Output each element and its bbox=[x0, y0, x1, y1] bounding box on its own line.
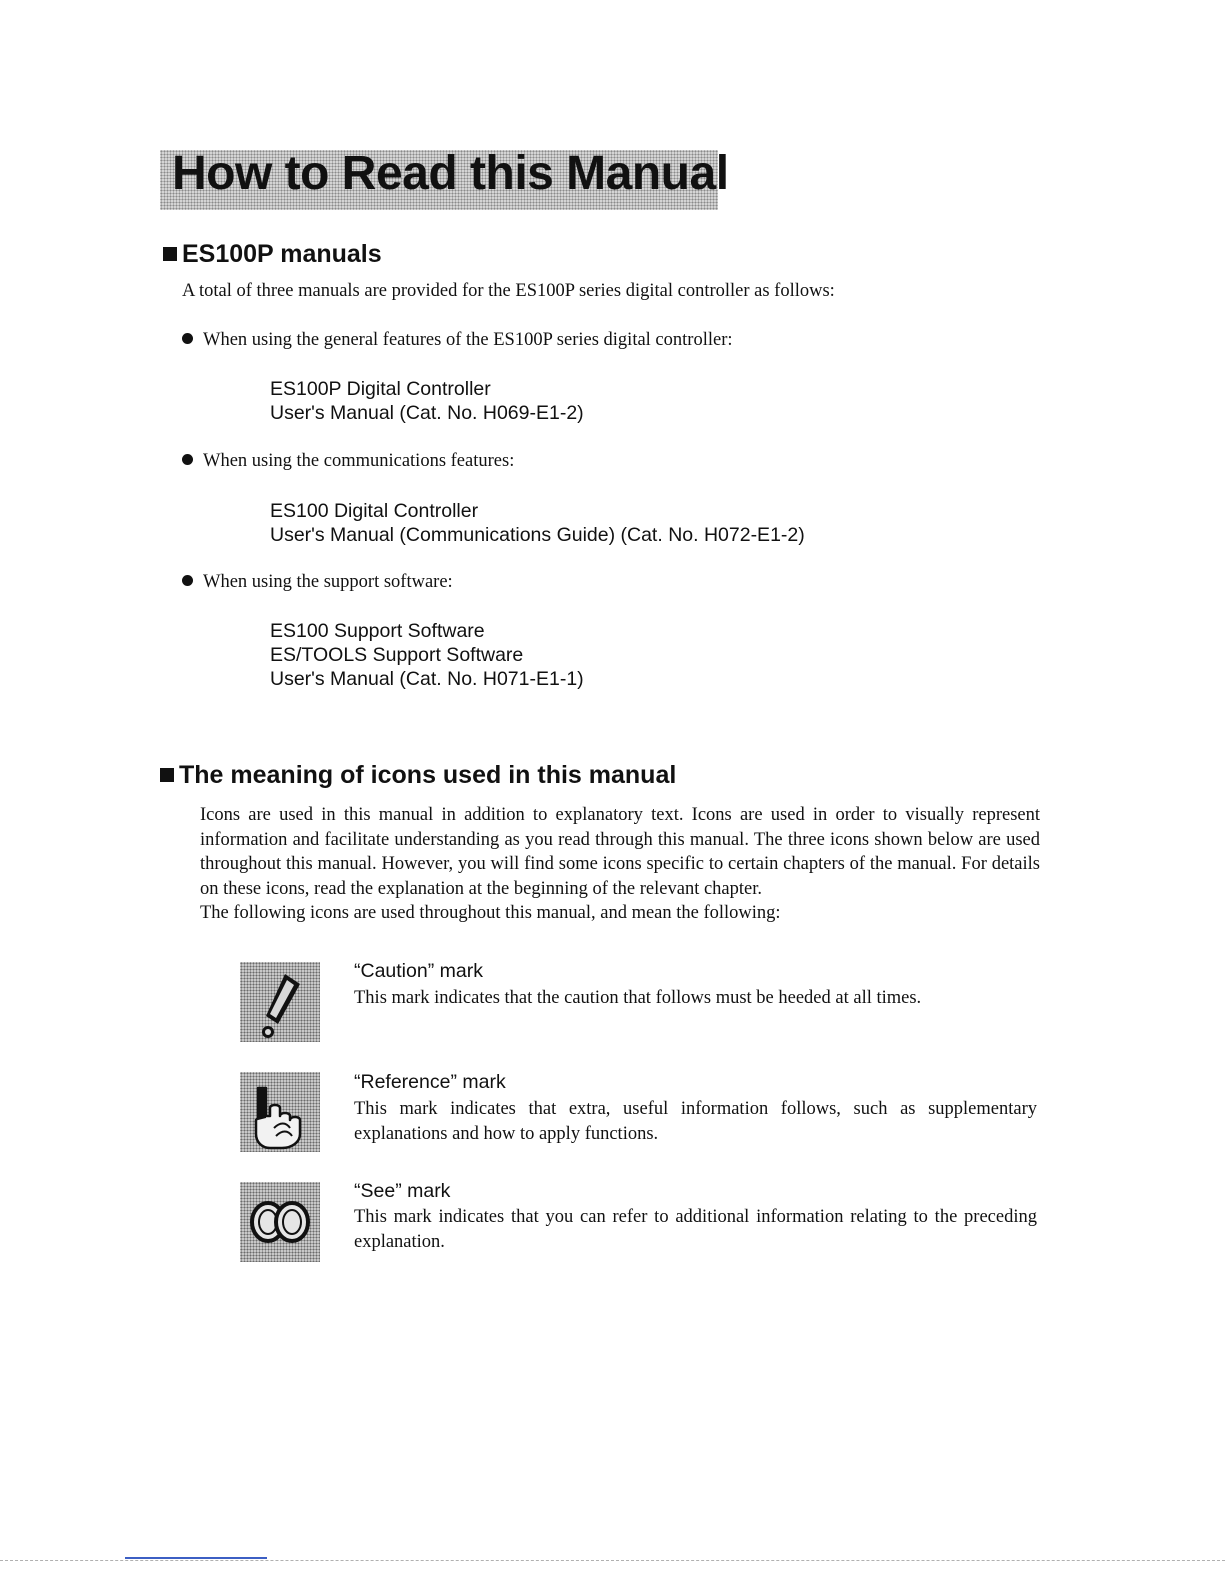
bullet-dot-icon bbox=[182, 575, 193, 586]
manual-line: ES100P Digital Controller bbox=[270, 378, 491, 400]
manual-line: ES/TOOLS Support Software bbox=[270, 644, 524, 666]
intro-paragraph: Icons are used in this manual in addition to explanatory text. Icons are used in order to visually represent information and facilitate understanding as you read through this manual. The three icons shown below are used throughout this manual. However, you will find some icons specific to certain chapters of the manual. For details on these icons, read the explanation at the beginning of the relevant chapter. bbox=[200, 805, 1040, 899]
manual-reference bbox=[270, 499, 805, 547]
bullet-text: When using the support software: bbox=[203, 572, 453, 592]
bullet-text: When using the communications features: bbox=[203, 451, 515, 471]
manual-line: ES100 Support Software bbox=[270, 620, 485, 642]
mark-title: “Caution” mark bbox=[354, 960, 483, 982]
section2-intro bbox=[200, 803, 1040, 926]
section-heading-es100p-manuals bbox=[163, 240, 382, 269]
square-bullet-icon bbox=[163, 247, 177, 261]
manual-line: User's Manual (Cat. No. H069-E1-2) bbox=[270, 402, 584, 424]
section-heading-text: ES100P manuals bbox=[182, 240, 382, 268]
page-bottom-rule bbox=[0, 1560, 1225, 1561]
manual-reference bbox=[270, 377, 584, 425]
manual-reference bbox=[270, 619, 584, 691]
bullet-dot-icon bbox=[182, 454, 193, 465]
reference-hand-icon bbox=[240, 1072, 320, 1152]
page-bottom-link-underline bbox=[125, 1557, 267, 1559]
list-item bbox=[182, 572, 453, 593]
section-heading-text: The meaning of icons used in this manual bbox=[179, 761, 677, 789]
caution-icon bbox=[240, 962, 320, 1042]
page-title: How to Read this Manual bbox=[172, 147, 729, 200]
manual-line: User's Manual (Communications Guide) (Cat. No. H072-E1-2) bbox=[270, 524, 805, 546]
mark-title: “Reference” mark bbox=[354, 1071, 506, 1093]
mark-description: This mark indicates that extra, useful information follows, such as supplementary explanations and how to apply functions. bbox=[354, 1099, 1037, 1144]
square-bullet-icon bbox=[160, 768, 174, 782]
list-item bbox=[182, 330, 733, 351]
bullet-text: When using the general features of the ES100P series digital controller: bbox=[203, 330, 733, 350]
see-glasses-icon bbox=[240, 1182, 320, 1262]
list-item bbox=[182, 451, 514, 472]
mark-title: “See” mark bbox=[354, 1180, 451, 1202]
manual-line: ES100 Digital Controller bbox=[270, 500, 479, 522]
mark-description: This mark indicates that you can refer to additional information relating to the preceding explanation. bbox=[354, 1207, 1037, 1252]
manual-line: User's Manual (Cat. No. H071-E1-1) bbox=[270, 668, 584, 690]
mark-description: This mark indicates that the caution that follows must be heeded at all times. bbox=[354, 988, 922, 1008]
bullet-dot-icon bbox=[182, 333, 193, 344]
intro-paragraph: The following icons are used throughout this manual, and mean the following: bbox=[200, 903, 781, 923]
section-heading-icons bbox=[160, 761, 676, 790]
section1-intro: A total of three manuals are provided for the ES100P series digital controller as follows: bbox=[182, 281, 835, 301]
